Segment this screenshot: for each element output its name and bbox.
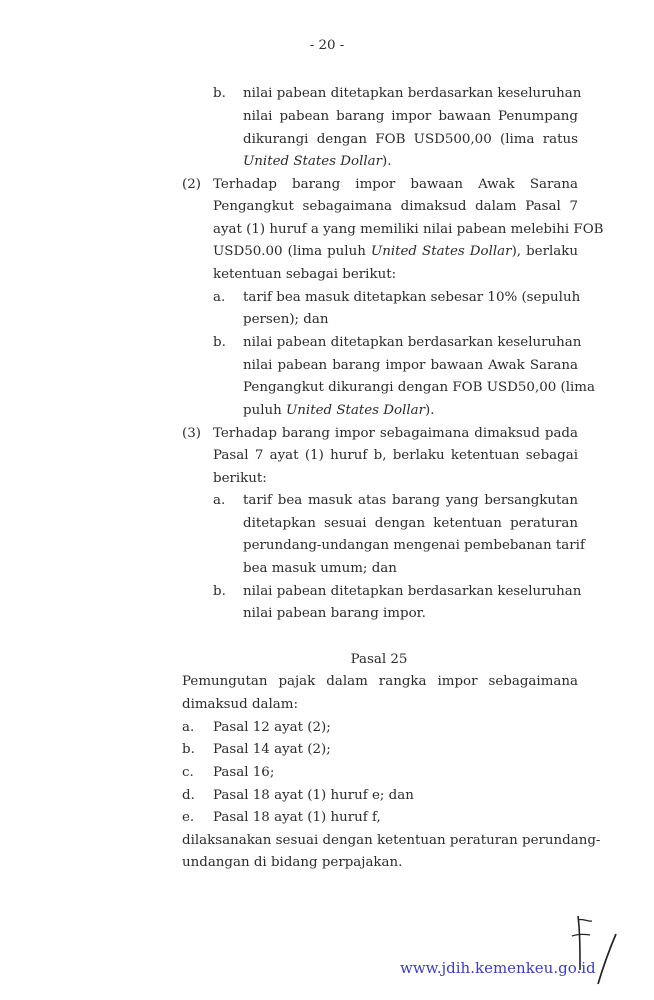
paragraph-line: nilai pabean barang impor bawaan Penumpang [243,109,578,124]
list-item: Pasal 18 ayat (1) huruf e; dan [213,788,414,803]
italic-text: United States Dollar [286,403,426,418]
paragraph-line: ditetapkan sesuai dengan ketentuan peraturan [243,516,578,531]
list-label: e. [182,810,195,825]
paragraph-line: dilaksanakan sesuai dengan ketentuan peraturan perundang- [182,833,601,848]
paragraph-line: Terhadap barang impor bawaan Awak Sarana [213,177,578,192]
paragraph-line: nilai pabean barang impor. [243,606,426,621]
paragraph-line: Pasal 7 ayat (1) huruf b, berlaku ketentuan sebagai [213,448,578,463]
paragraph-line: tarif bea masuk ditetapkan sebesar 10% (sepuluh [243,290,581,305]
italic-text: United States Dollar [243,154,383,169]
list-item: Pasal 16; [213,765,275,780]
paragraph-line [243,400,435,422]
paragraph-line: nilai pabean barang impor bawaan Awak Sarana [243,358,578,373]
paragraph-line: nilai pabean ditetapkan berdasarkan keseluruhan [243,584,582,599]
paragraph-line: Pengangkut dikurangi dengan FOB USD50,00 (lima [243,380,595,395]
paragraph-line: perundang-undangan mengenai pembebanan tarif [243,538,585,553]
list-label: a. [213,290,226,305]
line-post: ), berlaku [511,244,579,259]
list-item: Pasal 18 ayat (1) huruf f, [213,810,381,825]
list-label: a. [182,720,195,735]
list-label: c. [182,765,194,780]
paragraph-line: nilai pabean ditetapkan berdasarkan keseluruhan [243,335,582,350]
line-post: ). [425,403,435,418]
line-pre: puluh [243,403,282,418]
list-item: Pasal 12 ayat (2); [213,720,331,735]
paragraph-line: ketentuan sebagai berikut: [213,267,397,282]
paragraph-line: berikut: [213,471,267,486]
list-label: b. [213,584,226,599]
italic-text: United States Dollar [370,244,512,259]
page-number: - 20 - [309,38,345,53]
section-title: Pasal 25 [350,652,408,667]
paragraph-line: bea masuk umum; dan [243,561,397,576]
paragraph-line: undangan di bidang perpajakan. [182,855,403,870]
list-label: b. [213,335,226,350]
ayat-label: (2) [182,177,201,192]
list-label: d. [182,788,195,803]
paragraph-line: Pemungutan pajak dalam rangka impor sebagaimana [182,674,578,689]
list-label: b. [182,742,195,757]
paragraph-line: tarif bea masuk atas barang yang bersangkutan [243,493,578,508]
list-label: b. [213,86,226,101]
paragraph-line: dimaksud dalam: [182,697,299,712]
paragraph-line: persen); dan [243,312,329,327]
paragraph-line: Terhadap barang impor sebagaimana dimaksud pada [213,426,578,441]
paragraph-line: nilai pabean ditetapkan berdasarkan keseluruhan [243,86,582,101]
line-pre: USD50.00 (lima puluh [213,244,366,259]
paragraph-line [213,241,578,263]
list-item: Pasal 14 ayat (2); [213,742,331,757]
paragraph-line: dikurangi dengan FOB USD500,00 (lima ratus [243,132,578,147]
ayat-label: (3) [182,426,201,441]
list-label: a. [213,493,226,508]
paragraph-line: Pengangkut sebagaimana dimaksud dalam Pasal 7 [213,199,578,214]
footer-url-link[interactable]: www.jdih.kemenkeu.go.id [400,959,596,977]
paragraph-line: ayat (1) huruf a yang memiliki nilai pabean melebihi FOB [213,222,604,237]
line-tail: ). [382,154,392,169]
paragraph-line [243,151,392,173]
